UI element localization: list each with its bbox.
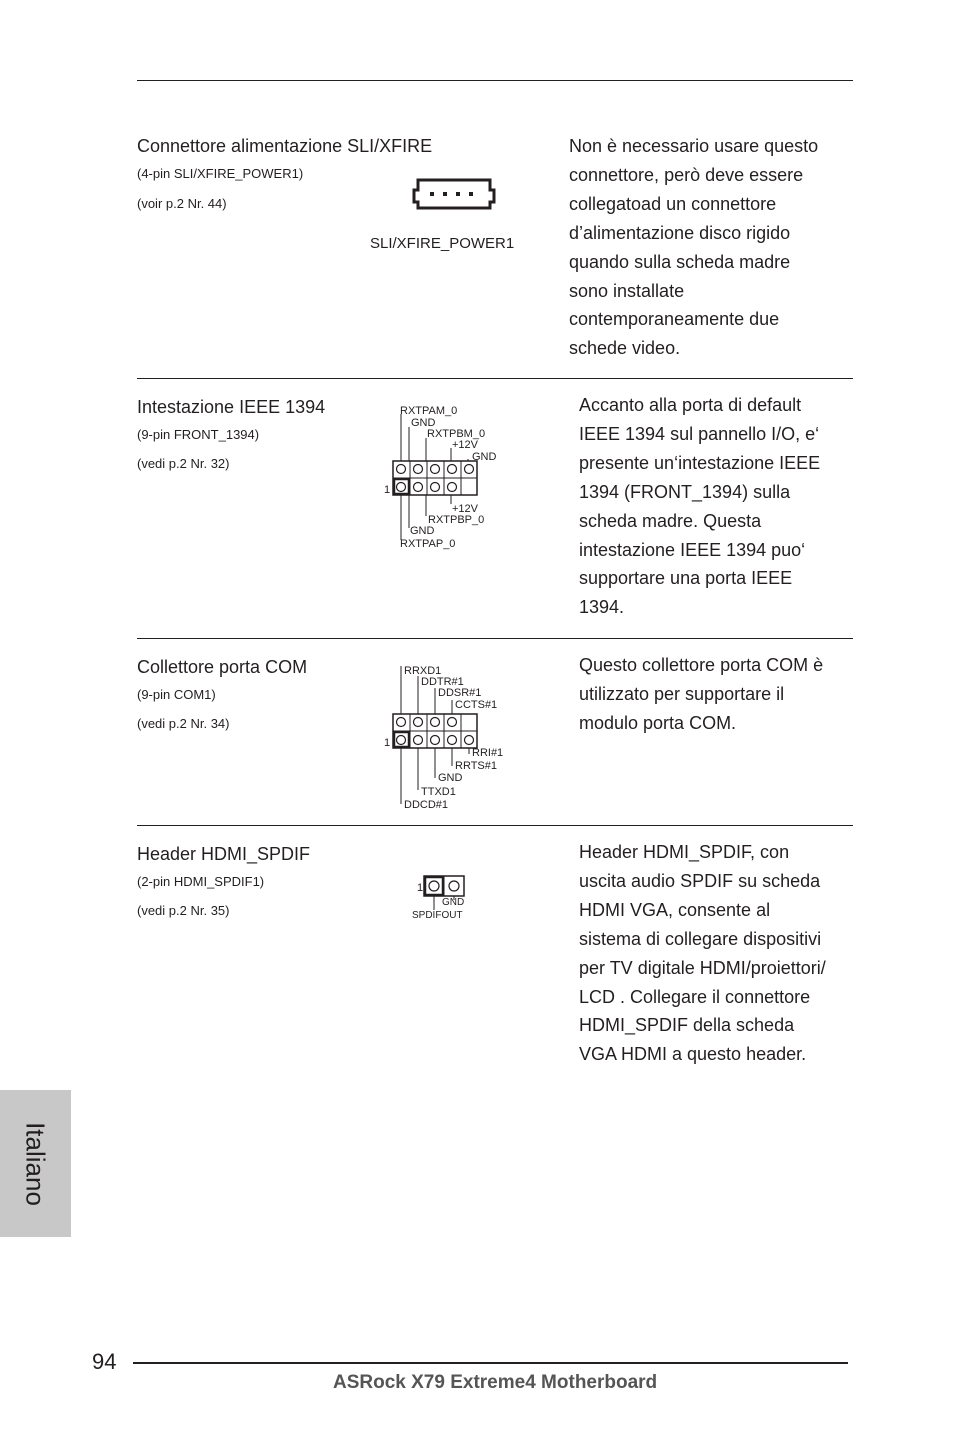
pin-label: TTXD1 bbox=[421, 786, 456, 798]
pin-label: RXTPBM_0 bbox=[427, 428, 486, 440]
description-line: IEEE 1394 sul pannello I/O, e‘ bbox=[579, 423, 820, 444]
footer-rule bbox=[133, 1362, 848, 1364]
footer-title: ASRock X79 Extreme4 Motherboard bbox=[333, 1372, 658, 1393]
ieee1394-header-diagram bbox=[380, 400, 520, 557]
language-side-tab bbox=[0, 1090, 71, 1237]
pin-1-marker: 1 bbox=[417, 882, 424, 894]
description-line: connettore, però deve essere bbox=[569, 164, 804, 185]
page-number: 94 bbox=[92, 1349, 117, 1374]
description-line: utilizzato per supportare il bbox=[579, 683, 785, 704]
pin-label: +12V bbox=[452, 439, 478, 451]
pin-label: GND bbox=[410, 525, 435, 537]
pin-label: GND bbox=[411, 417, 436, 429]
description-line: Header HDMI_SPDIF, con bbox=[579, 842, 790, 862]
description-line: schede video. bbox=[569, 338, 681, 359]
description-line: HDMI VGA, consente al bbox=[579, 899, 771, 920]
section-description-sli-power bbox=[569, 132, 818, 363]
section-title-com: Collettore porta COM bbox=[137, 657, 308, 677]
description-line: 1394. bbox=[579, 597, 625, 618]
description-line: presente un‘intestazione IEEE bbox=[579, 452, 821, 473]
description-line: Accanto alla porta di default bbox=[579, 395, 802, 415]
description-line: sono installate bbox=[569, 280, 685, 301]
section-title-sli-power: Connettore alimentazione SLI/XFIRE bbox=[137, 136, 433, 156]
pin-label: RRTS#1 bbox=[455, 760, 497, 772]
hdmi-spdif-header-diagram bbox=[408, 870, 478, 929]
sli-power-connector-diagram bbox=[410, 175, 500, 220]
pin-label: RRI#1 bbox=[472, 747, 504, 759]
pin-label: DDTR#1 bbox=[421, 676, 464, 688]
pin-label: SPDIFOUT bbox=[412, 910, 463, 921]
pin-label: DDSR#1 bbox=[438, 687, 482, 699]
section-divider bbox=[137, 378, 853, 379]
section-title-ieee1394: Intestazione IEEE 1394 bbox=[137, 397, 326, 417]
section-title-hdmi-spdif: Header HDMI_SPDIF bbox=[137, 844, 311, 864]
description-line: sistema di collegare dispositivi bbox=[579, 928, 822, 949]
description-line: LCD . Collegare il connettore bbox=[579, 986, 811, 1007]
description-line: scheda madre. Questa bbox=[579, 510, 762, 531]
description-line: 1394 (FRONT_1394) sulla bbox=[579, 481, 791, 502]
pin-label: +12V bbox=[452, 503, 478, 515]
section-description-com bbox=[579, 651, 823, 738]
section-divider bbox=[137, 638, 853, 639]
pin-1-marker: 1 bbox=[384, 737, 391, 749]
section-divider bbox=[137, 825, 853, 826]
description-line: supportare una porta IEEE bbox=[579, 568, 793, 589]
description-line: Non è necessario usare questo bbox=[569, 136, 819, 156]
description-line: quando sulla scheda madre bbox=[569, 251, 791, 272]
pin-label: GND bbox=[472, 451, 497, 463]
pin-label: RXTPBP_0 bbox=[428, 514, 485, 526]
top-rule bbox=[137, 80, 853, 81]
description-line: collegatoad un connettore bbox=[569, 193, 777, 214]
pin-1-marker: 1 bbox=[384, 484, 391, 496]
description-line: Questo collettore porta COM è bbox=[579, 655, 824, 675]
description-line: HDMI_SPDIF della scheda bbox=[579, 1015, 795, 1036]
pin-label: RXTPAP_0 bbox=[400, 538, 456, 550]
pin-label: CCTS#1 bbox=[455, 699, 498, 711]
section-ref-com: (vedi p.2 Nr. 34) bbox=[137, 716, 230, 731]
pin-label: GND bbox=[438, 772, 463, 784]
section-ref-sli-power: (voir p.2 Nr. 44) bbox=[137, 196, 227, 211]
section-description-hdmi-spdif bbox=[579, 838, 826, 1069]
sli-power-diagram-label: SLI/XFIRE_POWER1 bbox=[370, 235, 515, 252]
section-pin-sli-power: (4-pin SLI/XFIRE_POWER1) bbox=[137, 166, 304, 181]
description-line: VGA HDMI a questo header. bbox=[579, 1044, 807, 1065]
com-header-diagram bbox=[380, 660, 520, 819]
section-ref-hdmi-spdif: (vedi p.2 Nr. 35) bbox=[137, 903, 230, 918]
section-pin-hdmi-spdif: (2-pin HDMI_SPDIF1) bbox=[137, 874, 265, 889]
pin-label: GND bbox=[442, 897, 465, 908]
pin-label: DDCD#1 bbox=[404, 799, 449, 811]
description-line: contemporaneamente due bbox=[569, 309, 780, 330]
section-pin-ieee1394: (9-pin FRONT_1394) bbox=[137, 427, 260, 442]
description-line: per TV digitale HDMI/proiettori/ bbox=[579, 957, 826, 978]
pin-label: RXTPAM_0 bbox=[400, 405, 458, 417]
description-line: d’alimentazione disco rigido bbox=[569, 222, 791, 243]
section-ref-ieee1394: (vedi p.2 Nr. 32) bbox=[137, 456, 230, 471]
language-label: Italiano bbox=[20, 1122, 51, 1206]
section-pin-com: (9-pin COM1) bbox=[137, 687, 216, 702]
section-description-ieee1394 bbox=[579, 391, 820, 622]
description-line: modulo porta COM. bbox=[579, 712, 737, 733]
description-line: uscita audio SPDIF su scheda bbox=[579, 870, 821, 891]
description-line: intestazione IEEE 1394 puo‘ bbox=[579, 539, 806, 560]
pin-label: RRXD1 bbox=[404, 665, 442, 677]
